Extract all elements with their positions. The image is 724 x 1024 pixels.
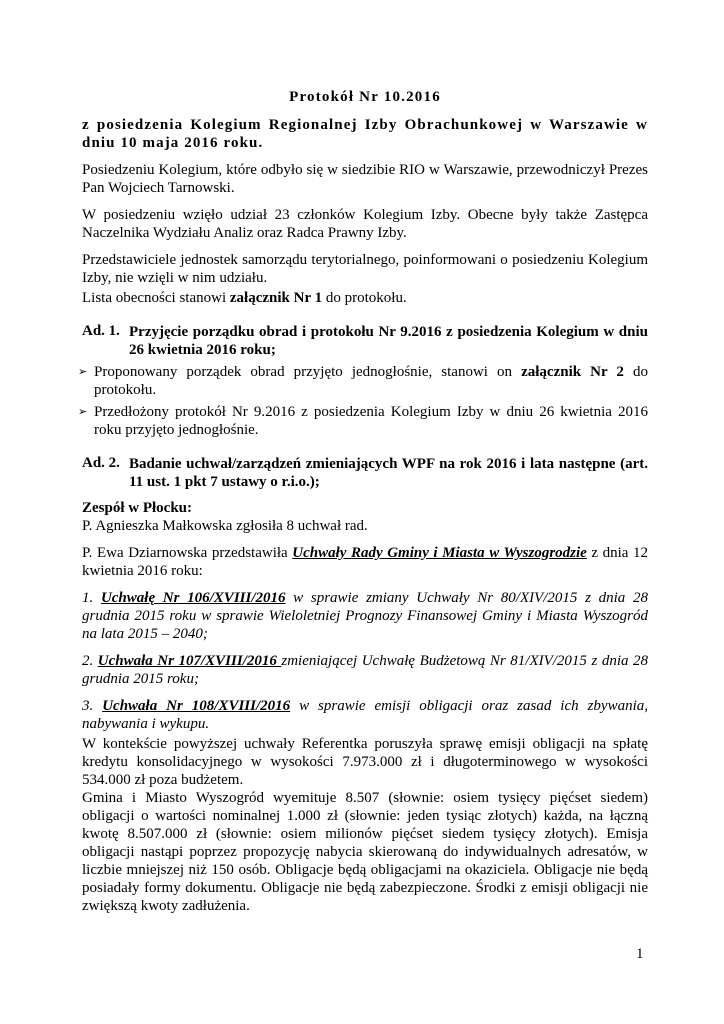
resolution-item-2 bbox=[82, 652, 648, 688]
dziarnowska-text: P. Ewa Dziarnowska przedstawiła bbox=[82, 545, 293, 561]
team-heading: Zespół w Płocku: bbox=[82, 500, 193, 516]
resolution-2-text: zmieniającej Uchwałę Budżetową Nr 81/XIV/2015 z dnia 28 grudnia 2015 roku; bbox=[82, 653, 649, 687]
document-title: Protokół Nr 10.2016 bbox=[289, 89, 441, 105]
document-page bbox=[78, 88, 649, 915]
resolution-3-text: w sprawie emisji obligacji oraz zasad ich zbywania, nabywania i wykupu. bbox=[82, 698, 648, 732]
agenda-item-1-heading: Przyjęcie porządku obrad i protokołu Nr 9.2016 z posiedzenia Kolegium w dniu 26 kwietnia 2016 roku; bbox=[129, 324, 648, 358]
agenda-item-1-number: Ad. 1. bbox=[82, 323, 120, 339]
dziarnowska-suffix: z dnia 12 kwietnia 2016 roku: bbox=[82, 545, 648, 579]
attendance-suffix: do protokołu. bbox=[322, 290, 407, 306]
resolution-2-link[interactable]: Uchwała Nr 107/XVIII/2016 bbox=[97, 653, 282, 669]
resolution-3-number: 3. bbox=[82, 698, 103, 714]
malkowska-paragraph: P. Agnieszka Małkowska zgłosiła 8 uchwał rad. bbox=[82, 518, 368, 534]
bullet-1-attachment: załącznik Nr 2 bbox=[521, 364, 624, 380]
arrow-bullet-icon: ➢ bbox=[78, 365, 88, 378]
bullet-1-suffix: do protokołu. bbox=[94, 364, 648, 398]
bullet-2-text: Przedłożony protokół Nr 9.2016 z posiedzenia Kolegium Izby w dniu 26 kwietnia 2016 roku przyjęto jednogłośnie. bbox=[94, 404, 648, 438]
attendance-text: Lista obecności stanowi bbox=[82, 290, 230, 306]
resolution-item-3 bbox=[82, 697, 648, 733]
document-subtitle: z posiedzenia Kolegium Regionalnej Izby Obrachunkowej w Warszawie w dniu 10 maja 2016 roku. bbox=[82, 117, 648, 151]
resolution-item-1 bbox=[82, 589, 648, 643]
resolution-2-number: 2. bbox=[82, 653, 98, 669]
resolution-1-text: w sprawie zmiany Uchwały Nr 80/XIV/2015 z dnia 28 grudnia 2015 roku w sprawie Wieloletniej Prognozy Finansowej Gminy i Miasta Wyszogród na lata 2015 – 2040; bbox=[82, 590, 648, 642]
bullet-1-text: Proponowany porządek obrad przyjęto jednogłośnie, stanowi on bbox=[94, 364, 522, 380]
agenda-item-1-bullet-2 bbox=[78, 403, 648, 439]
agenda-item-1 bbox=[82, 323, 648, 359]
context-paragraph: W kontekście powyższej uchwały Referentka poruszyła sprawę emisji obligacji na spłatę kredytu konsolidacyjnego w wysokości 7.973.000 zł i długoterminowego w wysokości 534.000 zł poza budżetem. bbox=[82, 736, 648, 788]
resolutions-link[interactable]: Uchwały Rady Gminy i Miasta w Wyszogrodzie bbox=[292, 545, 587, 561]
resolution-1-link[interactable]: Uchwałę Nr 106/XVIII/2016 bbox=[100, 590, 286, 606]
intro-paragraph-chair: Posiedzeniu Kolegium, które odbyło się w siedzibie RIO w Warszawie, przewodniczył Prezes Pan Wojciech Tarnowski. bbox=[82, 162, 648, 196]
resolution-3-link[interactable]: Uchwała Nr 108/XVIII/2016 bbox=[102, 698, 291, 714]
attendance-attachment: załącznik Nr 1 bbox=[229, 290, 323, 306]
attendance-paragraph bbox=[82, 289, 648, 307]
dziarnowska-paragraph bbox=[82, 544, 648, 580]
agenda-item-1-bullet-1 bbox=[78, 363, 648, 399]
agenda-item-2-number: Ad. 2. bbox=[82, 455, 120, 471]
agenda-item-2-heading: Badanie uchwał/zarządzeń zmieniających WPF na rok 2016 i lata następne (art. 11 ust. 1 pkt 7 ustawy o r.i.o.); bbox=[129, 456, 648, 490]
intro-paragraph-local-units: Przedstawiciele jednostek samorządu terytorialnego, poinformowani o posiedzeniu Kolegium Izby, nie wzięli w nim udziału. bbox=[82, 252, 648, 286]
intro-paragraph-members: W posiedzeniu wzięło udział 23 członków Kolegium Izby. Obecne były także Zastępca Naczelnika Wydziału Analiz oraz Radca Prawny Izby. bbox=[82, 207, 648, 241]
resolution-1-number: 1. bbox=[82, 590, 101, 606]
agenda-item-2 bbox=[82, 455, 648, 491]
page-number: 1 bbox=[636, 946, 644, 962]
bonds-paragraph: Gmina i Miasto Wyszogród wyemituje 8.507 (słownie: osiem tysięcy pięćset siedem) obligacji o wartości nominalnej 1.000 zł (słownie: jeden tysiąc złotych) każda, na łączną kwotę 8.507.000 zł (słownie: osiem milionów pięćset siedem tysięcy złotych). Emisja obligacji nastąpi poprzez propozycję nabycia skierowaną do indywidualnych adresatów, w liczbie mniejszej niż 150 osób. Obligacje będą obligacjami na okaziciela. Obligacje nie będą posiadały formy dokumentu. Obligacje nie będą zabezpieczone. Środki z emisji obligacji nie zwiększą kwoty zadłużenia. bbox=[82, 790, 648, 914]
arrow-bullet-icon: ➢ bbox=[78, 405, 88, 418]
